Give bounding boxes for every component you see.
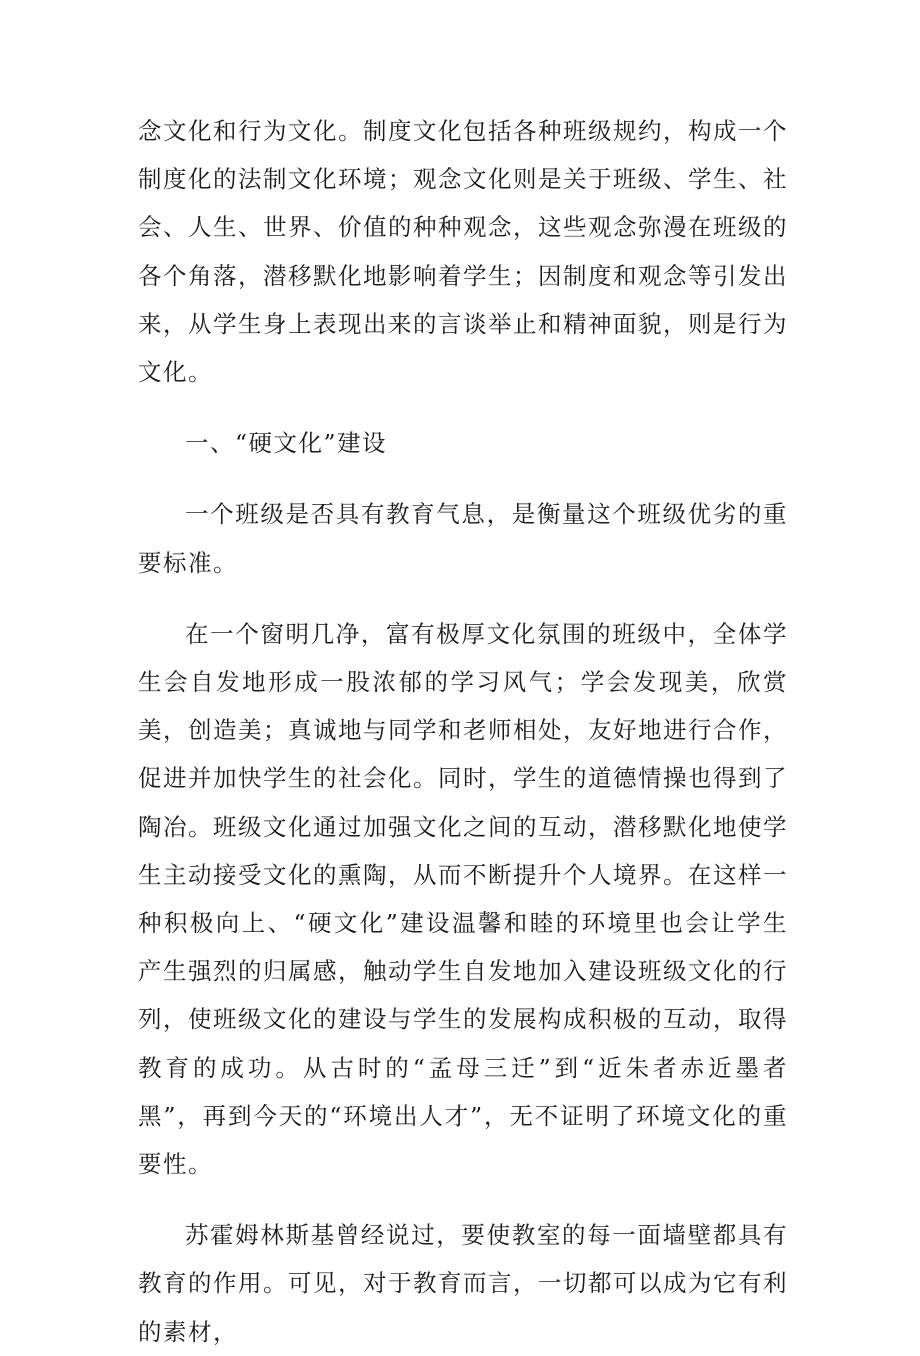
document-body — [138, 107, 788, 1356]
paragraph-continuation: 念文化和行为文化。制度文化包括各种班级规约，构成一个制度化的法制文化环境；观念文化则是关于班级、学生、社会、人生、世界、价值的种种观念，这些观念弥漫在班级的各个角落，潜移默化地影响着学生；因制度和观念等引发出来，从学生身上表现出来的言谈举止和精神面貌，则是行为文化。 — [138, 117, 788, 387]
paragraph-quote: 苏霍姆林斯基曾经说过，要使教室的每一面墙壁都具有教育的作用。可见，对于教育而言，一切都可以成为它有利的素材， — [138, 1221, 788, 1346]
paragraph-body: 在一个窗明几净，富有极厚文化氛围的班级中，全体学生会自发地形成一股浓郁的学习风气；学会发现美，欣赏美，创造美；真诚地与同学和老师相处，友好地进行合作，促进并加快学生的社会化。同时，学生的道德情操也得到了陶冶。班级文化通过加强文化之间的互动，潜移默化地使学生主动接受文化的熏陶，从而不断提升个人境界。在这样一种积极向上、“硬文化”建设温馨和睦的环境里也会让学生产生强烈的归属感，触动学生自发地加入建设班级文化的行列，使班级文化的建设与学生的发展构成积极的互动，取得教育的成功。从古时的“孟母三迁”到“近朱者赤近墨者黑”，再到今天的“环境出人才”，无不证明了环境文化的重要性。 — [138, 619, 788, 1179]
paragraph-intro: 一个班级是否具有教育气息，是衡量这个班级优劣的重要标准。 — [138, 500, 788, 577]
section-heading: 一、“硬文化”建设 — [185, 429, 388, 458]
